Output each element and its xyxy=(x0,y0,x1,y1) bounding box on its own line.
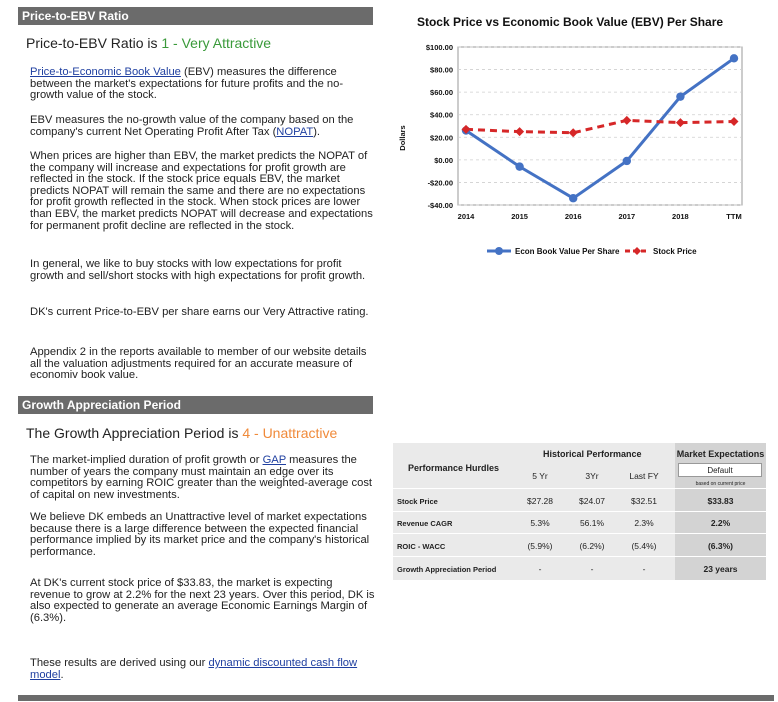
p2-end: ). xyxy=(313,125,321,138)
rating-prefix: Price-to-EBV Ratio is xyxy=(26,35,158,51)
y-tick-label: $100.00 xyxy=(425,43,453,52)
row-label-stock-price: Stock Price xyxy=(397,497,438,506)
stock-price-last-fy: $32.51 xyxy=(631,496,657,506)
ebv-prices-paragraph: When prices are higher than EBV, the market predicts the NOPAT of the company will increase and expectations for profit growth are reflected in the stock. If the stock price equals EBV, the market predicts NOPAT will remain the same and there are no expectations for profit growth reflected in the stock. When stock prices are lower than EBV, the market predicts NOPAT will decrease and expectations for permanent profit decline are reflected in the stock. xyxy=(30,150,373,232)
roic-wacc-5yr: (5.9%) xyxy=(527,541,553,551)
ddcf-b: . xyxy=(60,668,64,681)
ebv-point xyxy=(569,194,577,202)
ebv-point xyxy=(515,162,523,170)
price-to-ebv-link[interactable]: Price-to-Economic Book Value xyxy=(30,66,181,78)
stock-price-market: $33.83 xyxy=(707,496,734,506)
roic-wacc-market: (6.3%) xyxy=(707,541,734,551)
stock-price-3yr: $24.07 xyxy=(579,496,605,506)
y-tick-label: -$40.00 xyxy=(427,201,453,210)
row-label-roic-wacc: ROIC - WACC xyxy=(397,542,446,551)
legend-label: Econ Book Value Per Share xyxy=(515,247,620,256)
ddcf-paragraph xyxy=(30,658,375,681)
ddcf-model-link[interactable]: dynamic discounted cash flow model xyxy=(30,657,358,681)
stock-price-5yr: $27.28 xyxy=(527,496,553,506)
y-tick-label: -$20.00 xyxy=(427,178,453,188)
price-to-ebv-rating xyxy=(26,35,271,51)
ebv-point xyxy=(676,92,684,100)
x-tick-label: 2017 xyxy=(618,212,636,221)
roic-wacc-last-fy: (5.4%) xyxy=(631,541,657,551)
revenue-cagr-last-fy: 2.3% xyxy=(634,518,654,528)
historical-performance-header: Historical Performance xyxy=(543,449,642,459)
ebv-nopat-paragraph xyxy=(30,115,375,138)
legend-swatch-marker xyxy=(495,247,503,255)
col-3yr: 3Yr xyxy=(585,471,599,481)
y-tick-label: $80.00 xyxy=(430,65,453,75)
gap-p1-a: The market-implied duration of profit growth or xyxy=(30,454,263,466)
gap-definition-paragraph xyxy=(30,455,375,501)
rating-value: 4 - Unattractive xyxy=(242,425,338,441)
ebv-point xyxy=(623,157,631,165)
gap-last-fy: - xyxy=(642,564,646,574)
chart-title: Stock Price vs Economic Book Value (EBV) Per Share xyxy=(416,15,724,29)
row-separator xyxy=(393,511,766,512)
gap-market: 23 years xyxy=(703,564,738,574)
gap-5yr: - xyxy=(538,564,542,574)
x-tick-label: 2016 xyxy=(564,212,582,221)
row-separator xyxy=(393,556,766,557)
y-tick-label: $40.00 xyxy=(430,110,453,120)
ddcf-a: These results are derived using our xyxy=(30,657,209,669)
chart-legend xyxy=(487,247,697,256)
bottom-divider xyxy=(18,695,774,701)
y-axis-label: Dollars xyxy=(398,125,407,151)
x-tick-label: 2014 xyxy=(457,212,475,221)
y-tick-label: $60.00 xyxy=(430,88,453,98)
gap-rating xyxy=(26,425,337,441)
row-label-gap: Growth Appreciation Period xyxy=(397,565,497,574)
x-tick-label: TTM xyxy=(726,212,742,221)
gap-belief-paragraph: We believe DK embeds an Unattractive level of market expectations because there is a large difference between the expected financial performance implied by its market price and the company's historical performance. xyxy=(30,511,370,558)
y-tick-label: $20.00 xyxy=(430,133,453,143)
legend-label: Stock Price xyxy=(653,247,697,256)
revenue-cagr-5yr: 5.3% xyxy=(530,518,550,528)
x-tick-label: 2018 xyxy=(672,212,689,221)
rating-value: 1 - Very Attractive xyxy=(161,35,272,51)
ebv-definition-paragraph xyxy=(30,67,375,102)
p1-text: (EBV) measures the difference between the market's expectations for future profits and the no-growth value of the stock. xyxy=(30,66,344,102)
gap-link[interactable]: GAP xyxy=(262,454,286,466)
col-5yr: 5 Yr xyxy=(532,471,548,481)
market-expectations-header: Market Expectations xyxy=(676,449,765,459)
p2-text: EBV measures the no-growth value of the company based on the company's current Net Operating Profit After Tax ( xyxy=(30,114,354,138)
ebv-point xyxy=(730,54,738,62)
gap-p1-b: measures the number of years the company must maintain an edge over its competitors by earning ROIC greater than the weighted-average cost of capital on new investments. xyxy=(30,454,373,501)
nopat-link[interactable]: NOPAT xyxy=(276,125,314,138)
performance-hurdles-header: Performance Hurdles xyxy=(408,463,500,473)
stock-vs-ebv-chart xyxy=(392,10,768,265)
buy-sell-paragraph: In general, we like to buy stocks with low expectations for profit growth and sell/short stocks with high expectations for profit growth. xyxy=(30,258,366,282)
y-tick-label: $0.00 xyxy=(434,155,453,165)
x-tick-label: 2015 xyxy=(511,212,528,221)
col-last-fy: Last FY xyxy=(629,471,659,481)
legend-swatch-marker xyxy=(633,247,641,255)
section-header-price-to-ebv: Price-to-EBV Ratio xyxy=(18,7,373,25)
default-dropdown[interactable]: Default xyxy=(678,463,762,477)
default-note: based on current price xyxy=(695,481,746,487)
row-separator xyxy=(393,488,766,489)
revenue-cagr-3yr: 56.1% xyxy=(579,518,605,528)
row-label-revenue-cagr: Revenue CAGR xyxy=(397,519,453,528)
plot-area xyxy=(426,43,742,221)
section-header-gap: Growth Appreciation Period xyxy=(18,396,373,414)
gap-expectations-paragraph: At DK's current stock price of $33.83, the market is expecting revenue to grow at 2.2% for the next 23 years. Over this period, DK is also expected to generate an average Economic Earnings Margin of (6.3%). xyxy=(30,577,375,624)
row-separator xyxy=(393,533,766,534)
gap-3yr: - xyxy=(590,564,594,574)
revenue-cagr-market: 2.2% xyxy=(710,518,731,528)
appendix-paragraph: Appendix 2 in the reports available to member of our website details all the valuation adjustments required for an accurate measure of economiv book value. xyxy=(30,346,367,382)
rating-prefix: The Growth Appreciation Period is xyxy=(26,425,239,441)
dk-rating-paragraph: DK's current Price-to-EBV per share earns our Very Attractive rating. xyxy=(30,306,369,318)
roic-wacc-3yr: (6.2%) xyxy=(579,541,605,551)
performance-hurdles-table xyxy=(393,443,766,580)
